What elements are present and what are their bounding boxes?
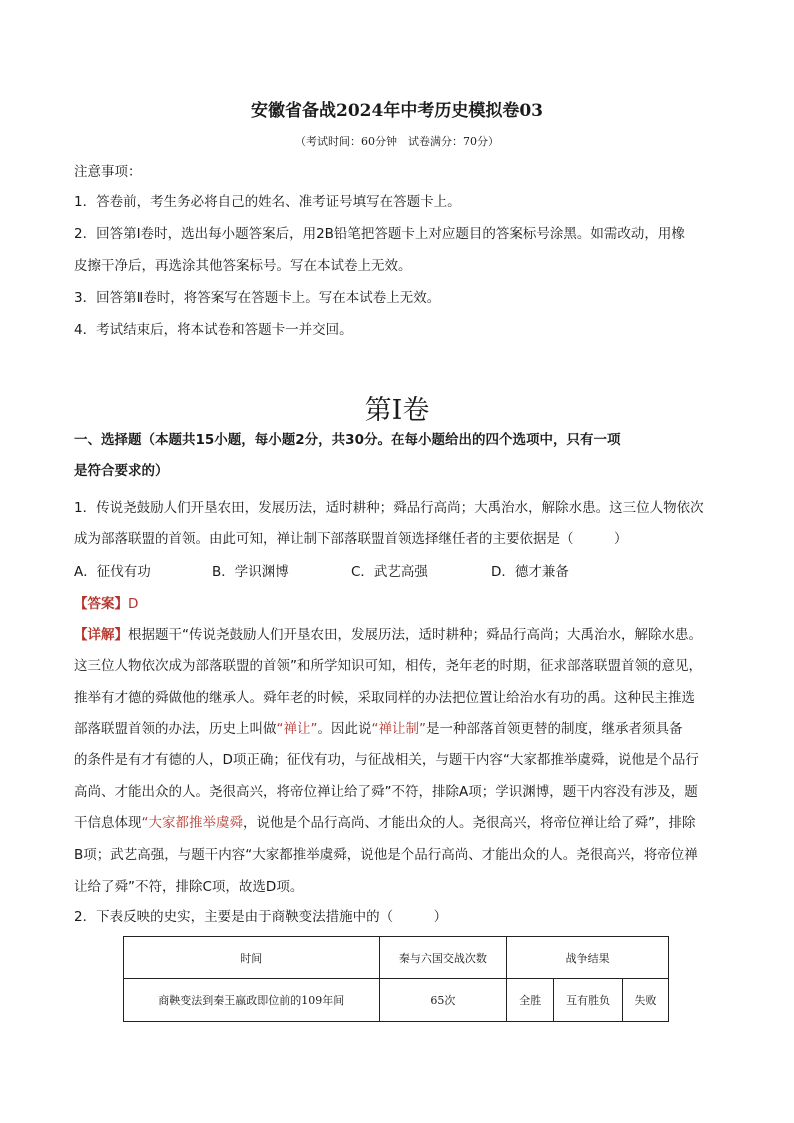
table-header-row (124, 937, 669, 979)
detail-line-7 (74, 813, 696, 833)
detail-text: 根据题干 (128, 627, 182, 643)
notes-heading: 注意事项： (74, 164, 142, 180)
detail-label: 【详解】 (74, 627, 128, 643)
table-row (124, 979, 669, 1022)
detail-text: 干信息体现 (74, 815, 142, 831)
q1-option-a: A．征伐有功 (74, 564, 151, 580)
detail-line-5: 的条件是有才有德的人，D项正确；征伐有功，与征战相关，与题干内容“大家都推举虞舜，说他是个品行 (74, 752, 699, 768)
detail-text: ，说他是个品行高尚、才能出众的人。尧很高兴，将帝位禅让给了舜”，排除 (243, 815, 696, 831)
detail-line-9: 让给了舜”不符，排除C项，故选D项。 (74, 879, 304, 895)
exam-title: 安徽省备战2024年中考历史模拟卷03 (251, 101, 543, 121)
cell-count: 65次 (379, 979, 507, 1022)
cell-result-loss: 失败 (623, 979, 669, 1022)
header-period: 时间 (124, 937, 380, 979)
note-item-2-cont: 皮擦干净后，再选涂其他答案标号。写在本试卷上无效。 (74, 258, 412, 274)
detail-highlight: “禅让” (276, 721, 318, 737)
detail-text: ”和所学知识可知，相传，尧年老的时期，征求部落联盟首领的意见， (290, 658, 702, 674)
q2-table (123, 936, 669, 1022)
cell-period: 商鞅变法到秦王嬴政即位前的109年间 (124, 979, 380, 1022)
answer-label: 【答案】 (74, 596, 128, 612)
q1-stem-cont: 成为部落联盟的首领。由此可知，禅让制下部落联盟首领选择继任者的主要依据是（ ） (74, 531, 628, 547)
detail-text: 部落联盟首领的办法，历史上叫做 (74, 721, 277, 737)
part1-heading: 一、选择题（本题共15小题，每小题2分，共30分。在每小题给出的四个选项中，只有一项 (74, 432, 621, 448)
q1-option-b: B．学识渊博 (212, 564, 289, 580)
detail-highlight: “大家都推举虞舜 (141, 815, 243, 831)
header-count: 秦与六国交战次数 (379, 937, 507, 979)
note-item-2: 2．回答第Ⅰ卷时，选出每小题答案后，用2B铅笔把答题卡上对应题目的答案标号涂黑。如需改动，用橡 (74, 226, 685, 242)
detail-text: 是一种部落首领更替的制度，继承者须具备 (426, 721, 683, 737)
q1-option-c: C．武艺高强 (351, 564, 428, 580)
detail-line-8: B项；武艺高强，与题干内容“大家都推举虞舜，说他是个品行高尚、才能出众的人。尧很高兴，将帝位禅 (74, 847, 698, 863)
detail-quote-end: 这三位人物依次成为部落联盟的首领 (74, 658, 290, 674)
cell-result-mixed: 互有胜负 (554, 979, 623, 1022)
detail-quote: “传说尧鼓励人们开垦农田，发展历法，适时耕种；舜品行高尚；大禹治水，解除水患。 (182, 627, 702, 643)
detail-highlight: “禅让制” (371, 721, 426, 737)
note-item-4: 4．考试结束后，将本试卷和答题卡一并交回。 (74, 322, 353, 338)
exam-subtitle: （考试时间：60分钟 试卷满分：70分） (295, 135, 499, 148)
header-results: 战争结果 (507, 937, 669, 979)
q1-answer (74, 594, 138, 614)
part1-heading-cont: 是符合要求的） (74, 463, 169, 479)
detail-line-3: 推举有才德的舜做他的继承人。舜年老的时候，采取同样的办法把位置让给治水有功的禹。这种民主推选 (74, 690, 695, 706)
note-item-1: 1．答卷前，考生务必将自己的姓名、准考证号填写在答题卡上。 (74, 194, 461, 210)
q2-stem: 2．下表反映的史实，主要是由于商鞅变法措施中的（ ） (74, 909, 448, 925)
answer-value: D (128, 596, 139, 612)
note-item-3: 3．回答第Ⅱ卷时，将答案写在答题卡上。写在本试卷上无效。 (74, 290, 441, 306)
detail-line-6: 高尚、才能出众的人。尧很高兴，将帝位禅让给了舜”不符，排除A项；学识渊博，题干内容没有涉及，题 (74, 784, 698, 800)
q1-stem: 1．传说尧鼓励人们开垦农田，发展历法，适时耕种；舜品行高尚；大禹治水，解除水患。这三位人物依次 (74, 500, 704, 516)
section-title: 第Ⅰ卷 (364, 395, 430, 426)
q1-option-d: D．德才兼备 (491, 564, 569, 580)
detail-line-2 (74, 656, 702, 676)
detail-line-1 (74, 625, 702, 645)
detail-text: 。因此说 (317, 721, 372, 737)
cell-result-win: 全胜 (507, 979, 554, 1022)
detail-line-4 (74, 719, 683, 739)
